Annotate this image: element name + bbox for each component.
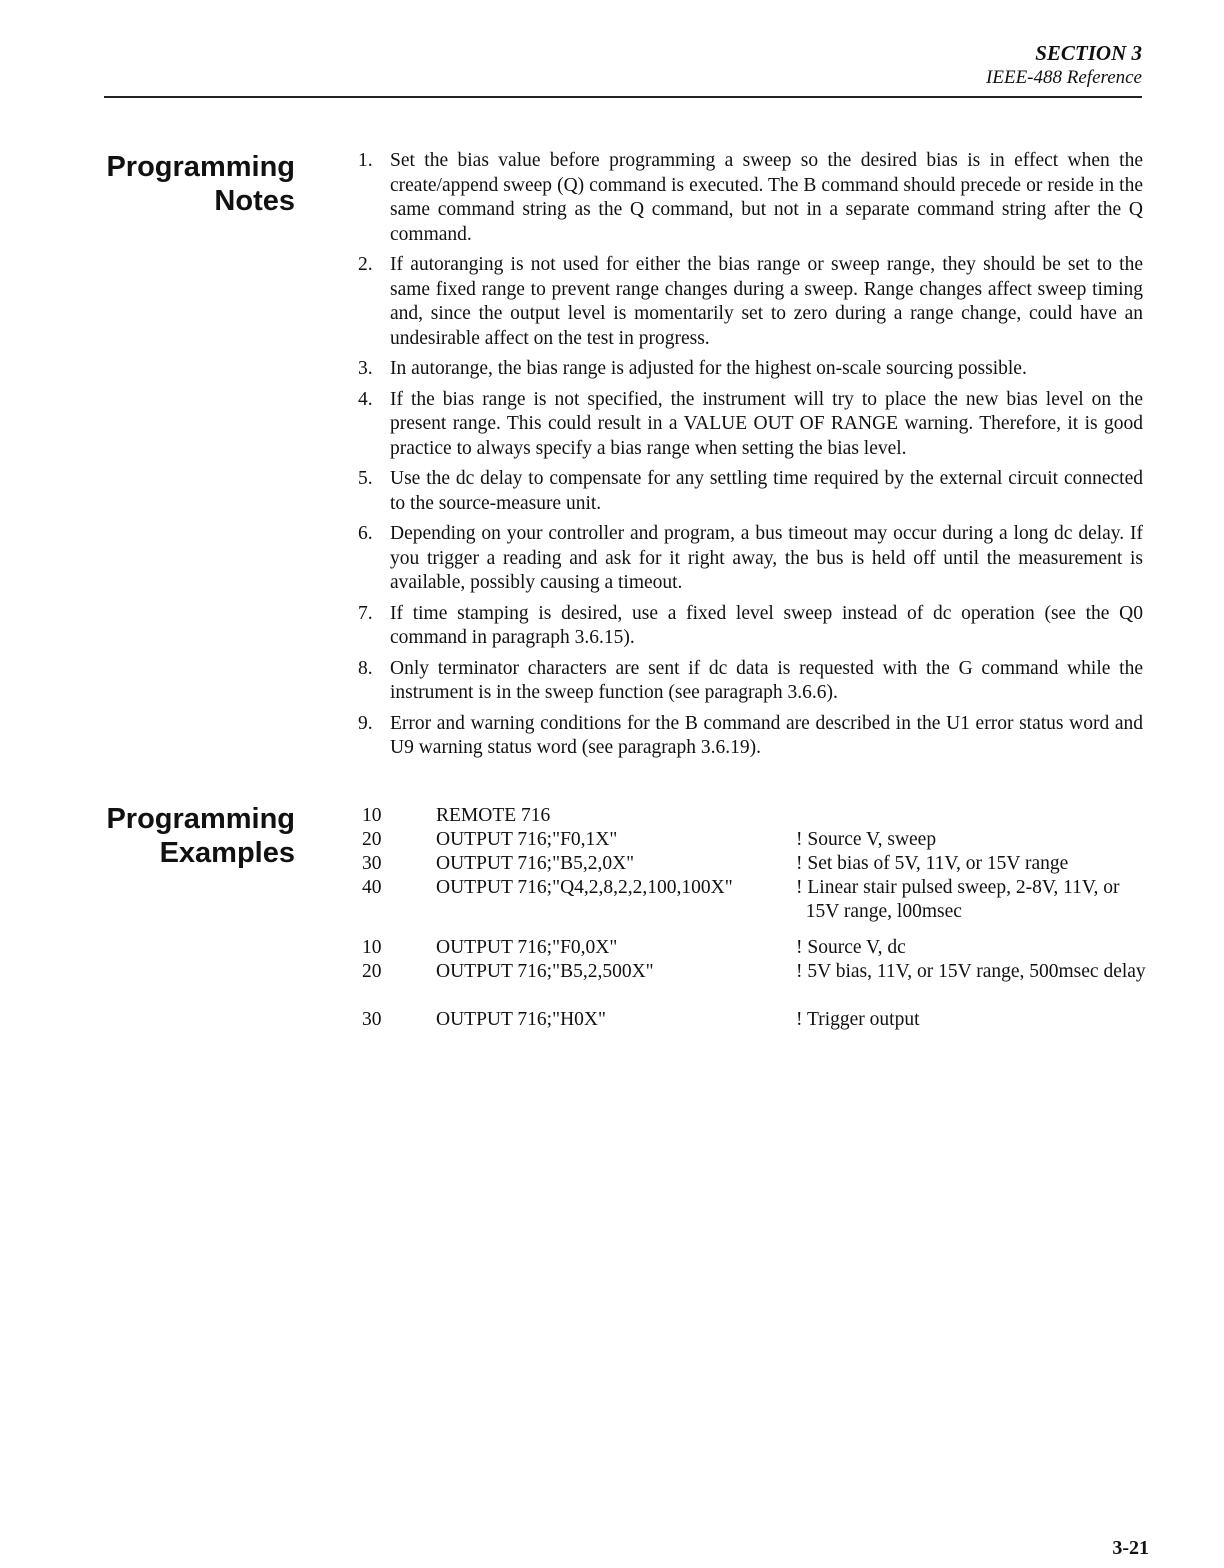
page-number: 3-21 <box>1112 1537 1149 1559</box>
code-line <box>362 876 1152 924</box>
note-item <box>358 149 1143 247</box>
notes-heading-line1: Programming <box>106 151 295 183</box>
notes-heading <box>95 150 295 218</box>
line-number: 30 <box>362 1009 382 1030</box>
code-statement: OUTPUT 716;"H0X" <box>436 1009 606 1030</box>
line-number: 20 <box>362 961 382 982</box>
note-text: Use the dc delay to compensate for any settling time required by the external circuit connected to the source-measure unit. <box>390 468 1143 514</box>
section-label: SECTION 3 <box>1035 41 1142 65</box>
note-number: 2. <box>358 254 373 275</box>
code-line <box>362 828 1152 852</box>
code-line <box>362 936 1152 960</box>
code-line <box>362 852 1152 876</box>
code-comment: ! Source V, sweep <box>796 829 937 850</box>
note-number: 4. <box>358 388 373 410</box>
notes-list <box>358 149 1143 767</box>
example-program-1 <box>362 804 1152 1032</box>
code-line <box>362 960 1152 1008</box>
note-number: 8. <box>358 657 373 679</box>
note-number: 3. <box>358 358 373 379</box>
note-text: Depending on your controller and program, a bus timeout may occur during a long dc delay. If you trigger a reading and ask for it right away, the bus is held off until the measurement is available, possibly causing a timeout. <box>390 523 1143 593</box>
code-statement: OUTPUT 716;"B5,2,0X" <box>436 853 635 874</box>
note-number: 1. <box>358 150 373 171</box>
note-text: Only terminator characters are sent if dc data is requested with the G command while the instrument is in the sweep function (see paragraph 3.6.6). <box>390 657 1143 703</box>
examples-heading-line2: Examples <box>159 837 295 869</box>
note-item <box>358 602 1143 651</box>
code-comment: ! Trigger output <box>796 1009 920 1030</box>
note-item <box>358 712 1143 761</box>
note-item <box>358 357 1143 382</box>
code-comment: ! Set bias of 5V, 11V, or 15V range <box>796 853 1069 874</box>
note-item <box>358 253 1143 351</box>
code-statement: REMOTE 716 <box>436 805 551 826</box>
line-number: 10 <box>362 937 382 958</box>
running-header <box>986 40 1142 90</box>
code-statement: OUTPUT 716;"Q4,2,8,2,2,100,100X" <box>436 877 733 898</box>
note-text: Error and warning conditions for the B command are described in the U1 error status word and U9 warning status word (see paragraph 3.6.19). <box>390 712 1143 758</box>
section-subtitle: IEEE-488 Reference <box>986 67 1142 88</box>
line-number: 20 <box>362 829 382 850</box>
note-item <box>358 522 1143 596</box>
note-item <box>358 467 1143 516</box>
note-number: 7. <box>358 602 373 624</box>
note-text: If autoranging is not used for either the bias range or sweep range, they should be set to the same fixed range to prevent range changes during a sweep. Range changes affect sweep timing and, since the output level is momentarily set to zero during a range change, could have an undesirable affect on the test in progress. <box>390 254 1143 349</box>
note-text: Set the bias value before programming a sweep so the desired bias is in effect when the create/append sweep (Q) command is executed. The B command should precede or reside in the same command string as the Q command, but not in a separate command string after the Q command. <box>390 150 1143 245</box>
notes-heading-line2: Notes <box>214 185 295 217</box>
note-text: If the bias range is not specified, the instrument will try to place the new bias level on the present range. This could result in a VALUE OUT OF RANGE warning. Therefore, it is good practice to always specify a bias range when setting the bias level. <box>390 388 1143 459</box>
note-number: 5. <box>358 468 373 489</box>
note-item <box>358 657 1143 706</box>
line-number: 40 <box>362 877 382 898</box>
line-number: 30 <box>362 853 382 874</box>
line-number: 10 <box>362 805 382 826</box>
code-comment: ! Linear stair pulsed sweep, 2-8V, 11V, or 15V range, l00msec <box>796 877 1120 922</box>
note-number: 9. <box>358 712 373 734</box>
header-rule <box>104 96 1142 98</box>
examples-heading <box>95 802 295 870</box>
code-statement: OUTPUT 716;"F0,0X" <box>436 937 618 958</box>
code-line <box>362 1008 1152 1032</box>
examples-heading-line1: Programming <box>106 803 295 835</box>
code-comment: ! Source V, dc <box>796 937 906 958</box>
note-text: If time stamping is desired, use a fixed level sweep instead of dc operation (see the Q0 command in paragraph 3.6.15). <box>390 602 1143 648</box>
code-statement: OUTPUT 716;"B5,2,500X" <box>436 961 654 982</box>
code-line <box>362 804 1152 828</box>
note-number: 6. <box>358 523 373 544</box>
note-item <box>358 388 1143 462</box>
code-statement: OUTPUT 716;"F0,1X" <box>436 829 618 850</box>
code-comment: ! 5V bias, 11V, or 15V range, 500msec delay <box>796 961 1146 982</box>
note-text: In autorange, the bias range is adjusted for the highest on-scale sourcing possible. <box>390 358 1027 379</box>
listing-gap <box>362 924 1152 936</box>
